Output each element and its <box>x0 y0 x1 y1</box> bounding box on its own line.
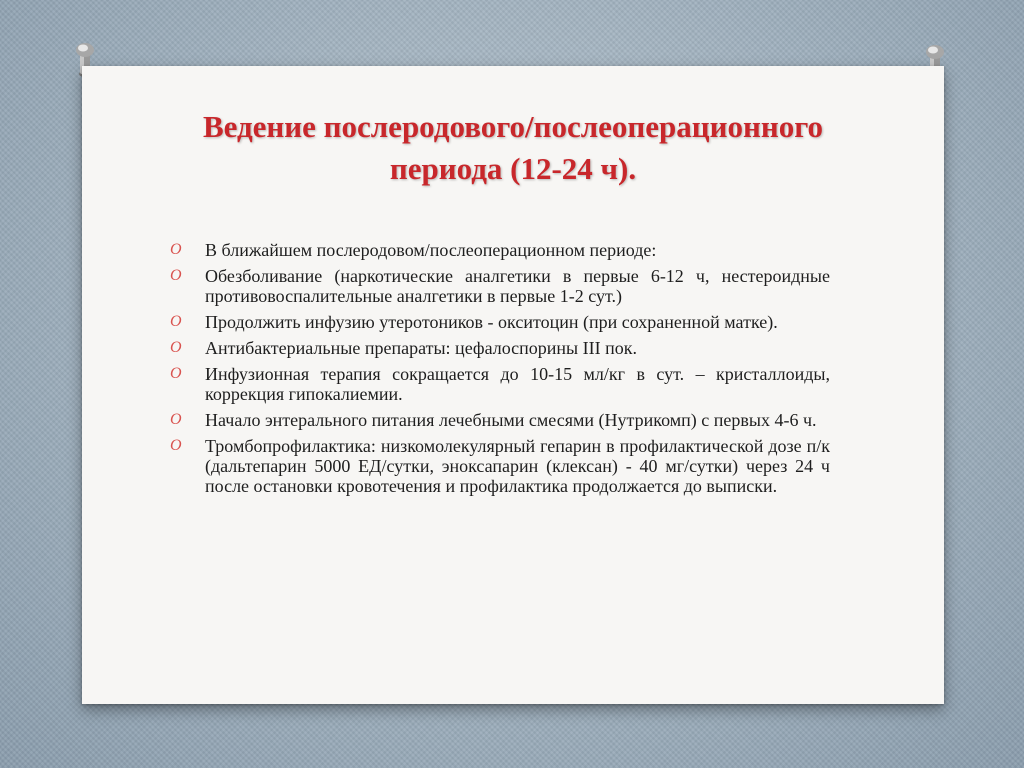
bullet-text: Обезболивание (наркотические аналгетики в первые 6-12 ч, нестероидные противовоспалительные аналгетики в первые 1-2 сут.) <box>205 266 830 306</box>
slide-title <box>82 106 944 190</box>
slide-title-line-1: Ведение послеродового/послеоперационного <box>202 109 824 144</box>
bullet-item <box>170 240 830 260</box>
bullet-marker-icon: O <box>170 267 182 284</box>
bullet-marker-icon: O <box>170 365 182 382</box>
bullet-marker-icon: O <box>170 339 182 356</box>
bullet-item <box>170 410 830 430</box>
bullet-text: Начало энтерального питания лечебными смесями (Нутрикомп) с первых 4-6 ч. <box>205 410 817 430</box>
bullet-marker-icon: O <box>170 411 182 428</box>
bullet-text: Тромбопрофилактика: низкомолекулярный гепарин в профилактической дозе п/к (дальтепарин 5000 ЕД/сутки, эноксапарин (клексан) - 40 мг/сутки) через 24 ч после остановки кровотечения и профилактика продолжается до выписки. <box>205 436 830 496</box>
bullet-text: Инфузионная терапия сокращается до 10-15 мл/кг в сут. – кристаллоиды, коррекция гипокалиемии. <box>205 364 830 404</box>
bullet-item <box>170 436 830 496</box>
bullet-marker-icon: O <box>170 313 182 330</box>
bullet-item <box>170 312 830 332</box>
bullet-text: В ближайшем послеродовом/послеоперационном периоде: <box>205 240 657 260</box>
bullet-text: Продолжить инфузию утеротоников - окситоцин (при сохраненной матке). <box>205 312 778 332</box>
bullet-marker-icon: O <box>170 241 182 258</box>
bullet-item <box>170 266 830 306</box>
bullet-text: Антибактериальные препараты: цефалоспорины III пок. <box>205 338 637 358</box>
bullet-item <box>170 364 830 404</box>
bullet-item <box>170 338 830 358</box>
slide-title-line-2: периода (12-24 ч). <box>389 151 637 186</box>
bullet-marker-icon: O <box>170 437 182 454</box>
slide-card <box>82 66 944 704</box>
bullet-list <box>170 240 830 502</box>
